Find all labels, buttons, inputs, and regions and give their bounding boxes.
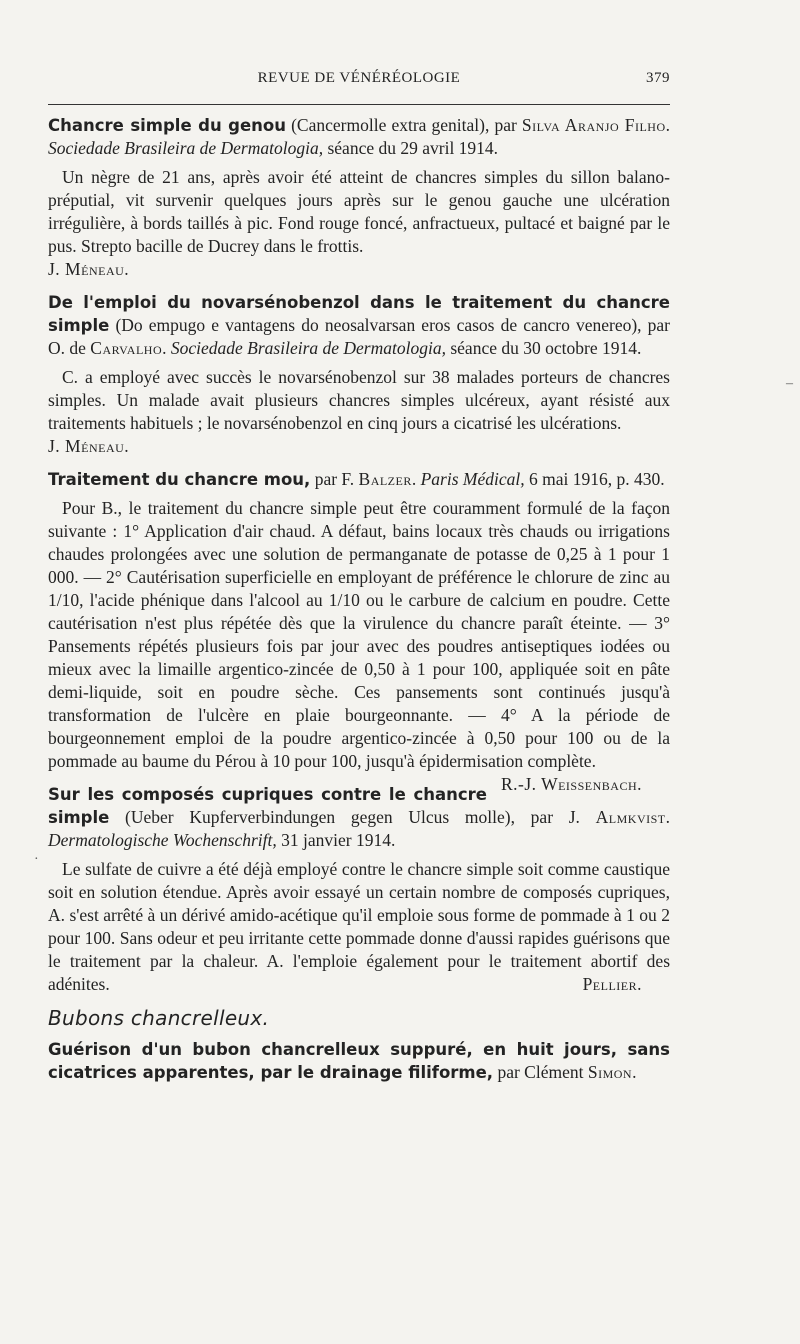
reviewer-signature: Pellier.	[582, 974, 642, 994]
citation-text: (Ueber Kupferverbindungen gegen Ulcus molle), par J.	[109, 807, 596, 827]
citation-separator: .	[665, 115, 670, 135]
page-body	[48, 114, 670, 1084]
reviewer-signature: R.-J. Weissenbach.	[500, 774, 642, 794]
running-header	[48, 68, 670, 94]
margin-dot: ·	[34, 852, 39, 867]
abstract-entry	[48, 468, 670, 794]
journal-name: Dermatologische Wochenschrift,	[48, 830, 277, 850]
abstract-body: Pour B., le traitement du chancre simple peut être couramment formulé de la façon suivante : 1° Application d'air chaud. A défaut, bains locaux très chauds ou irrigations chaudes prolongées avec une solution de permanganate de potasse de 0,25 à 1 pour 1 000. — 2° Cautérisation superficielle en employant de préférence le chlorure de zinc au 1/10, l'acide phénique dans l'alcool au 1/10 ou le carbure de calcium en poudre. Cette cautérisation n'est plus répétée dès que la virulence du chancre paraît éteinte. — 3° Pansements répétés plusieurs fois par jour avec des poudres antiseptiques iodées ou mieux avec la limaille argentico-zincée de 0,50 à 1 pour 100, appliquée soit en pâte demi-liquide, soit en poudre sèche. Ces pansements sont continués jusqu'à transformation de l'ulcère en plaie bourgeonnante. — 4° A la période de bourgeonnement emploi de la poudre argentico-zincée à 0,50 pour 100 ou de la pommade au baume du Pérou à 10 pour 100, jusqu'à épidermisation complète.	[48, 498, 670, 771]
citation-date: séance du 29 avril 1914.	[323, 138, 499, 158]
abstract-text: C. a employé avec succès le novarsénobenzol sur 38 malades porteurs de chancres simples. Un malade avait plusieurs chancres simples ulcéreux, ayant résisté aux traitements habituels ; le novarsénobenzol en cinq jours a cicatrisé les ulcérations.	[48, 367, 670, 433]
reviewer-signature: J. Méneau.	[48, 436, 130, 456]
journal-name: Sociedade Brasileira de Dermatologia,	[48, 138, 324, 158]
citation-text: (Cancermolle extra genital), par	[286, 115, 522, 135]
author-name: Carvalho	[90, 338, 163, 358]
abstract-entry	[48, 783, 670, 996]
margin-mark: –	[786, 376, 793, 391]
reviewer-signature: J. Méneau.	[48, 259, 130, 279]
citation-text: par Clément	[493, 1062, 588, 1082]
abstract-text: Un nègre de 21 ans, après avoir été atteint de chancres simples du sillon balano-préputial, vit survenir quelques jours après sur le genou gauche une ulcération irrégulière, à bords taillés à pic. Fond rouge foncé, anfractueux, pultacé et baigné par le pus. Strepto bacille de Ducrey dans le frottis.	[48, 167, 670, 256]
journal-title: REVUE DE VÉNÉRÉOLOGIE	[257, 70, 461, 86]
header-rule	[48, 104, 670, 105]
citation-text: par F.	[310, 469, 359, 489]
entry-citation	[48, 291, 670, 360]
author-name: Almkvist	[595, 807, 666, 827]
abstract-text	[48, 858, 670, 996]
citation-date: 6 mai 1916, p. 430.	[524, 469, 665, 489]
author-name: Simon.	[587, 1062, 637, 1082]
citation-separator: .	[411, 469, 421, 489]
entry-heading: Traitement du chancre mou,	[48, 470, 311, 489]
abstract-entry	[48, 114, 670, 281]
author-name: Balzer	[358, 469, 412, 489]
journal-name: Sociedade Brasileira de Dermatologia,	[170, 338, 446, 358]
author-name: Silva Aranjo Filho	[521, 115, 666, 135]
citation-text: (Do empugo e vantagens do neosalvarsan eros casos de cancro venereo), par O. de	[48, 315, 670, 358]
journal-name: Paris Médical,	[420, 469, 525, 489]
citation-separator: .	[665, 807, 670, 827]
entry-heading: Sur les composés cupriques contre le chancre simple	[48, 785, 487, 827]
section-title: Bubons chancrelleux.	[48, 1006, 270, 1030]
citation-date: 31 janvier 1914.	[276, 830, 396, 850]
entry-heading: Chancre simple du genou	[48, 116, 286, 135]
citation-date: séance du 30 octobre 1914.	[445, 338, 642, 358]
abstract-body: Le sulfate de cuivre a été déjà employé contre le chancre simple soit comme caustique soit en solution étendue. Après avoir essayé un certain nombre de composés cupriques, A. s'est arrêté à un dérivé amido-acétique qu'il emploie sous forme de pommade à 1 ou 2 pour 100. Sans odeur et peu irritante cette pommade donne d'aussi rapides guérisons que le traitement par la chaleur. A. l'emploie également pour le traitement abortif des adénites.	[48, 859, 670, 994]
citation-separator: .	[162, 338, 171, 358]
entry-heading: De l'emploi du novarsénobenzol dans le traitement du chancre simple	[48, 293, 670, 335]
entry-citation	[48, 114, 670, 160]
entry-citation	[48, 468, 670, 491]
page-number: 379	[646, 70, 670, 86]
entry-citation	[48, 1038, 670, 1084]
abstract-text	[48, 497, 670, 794]
entry-heading: Guérison d'un bubon chancrelleux suppuré, en huit jours, sans cicatrices apparentes, par le drainage filiforme,	[48, 1040, 670, 1082]
abstract-entry	[48, 291, 670, 458]
